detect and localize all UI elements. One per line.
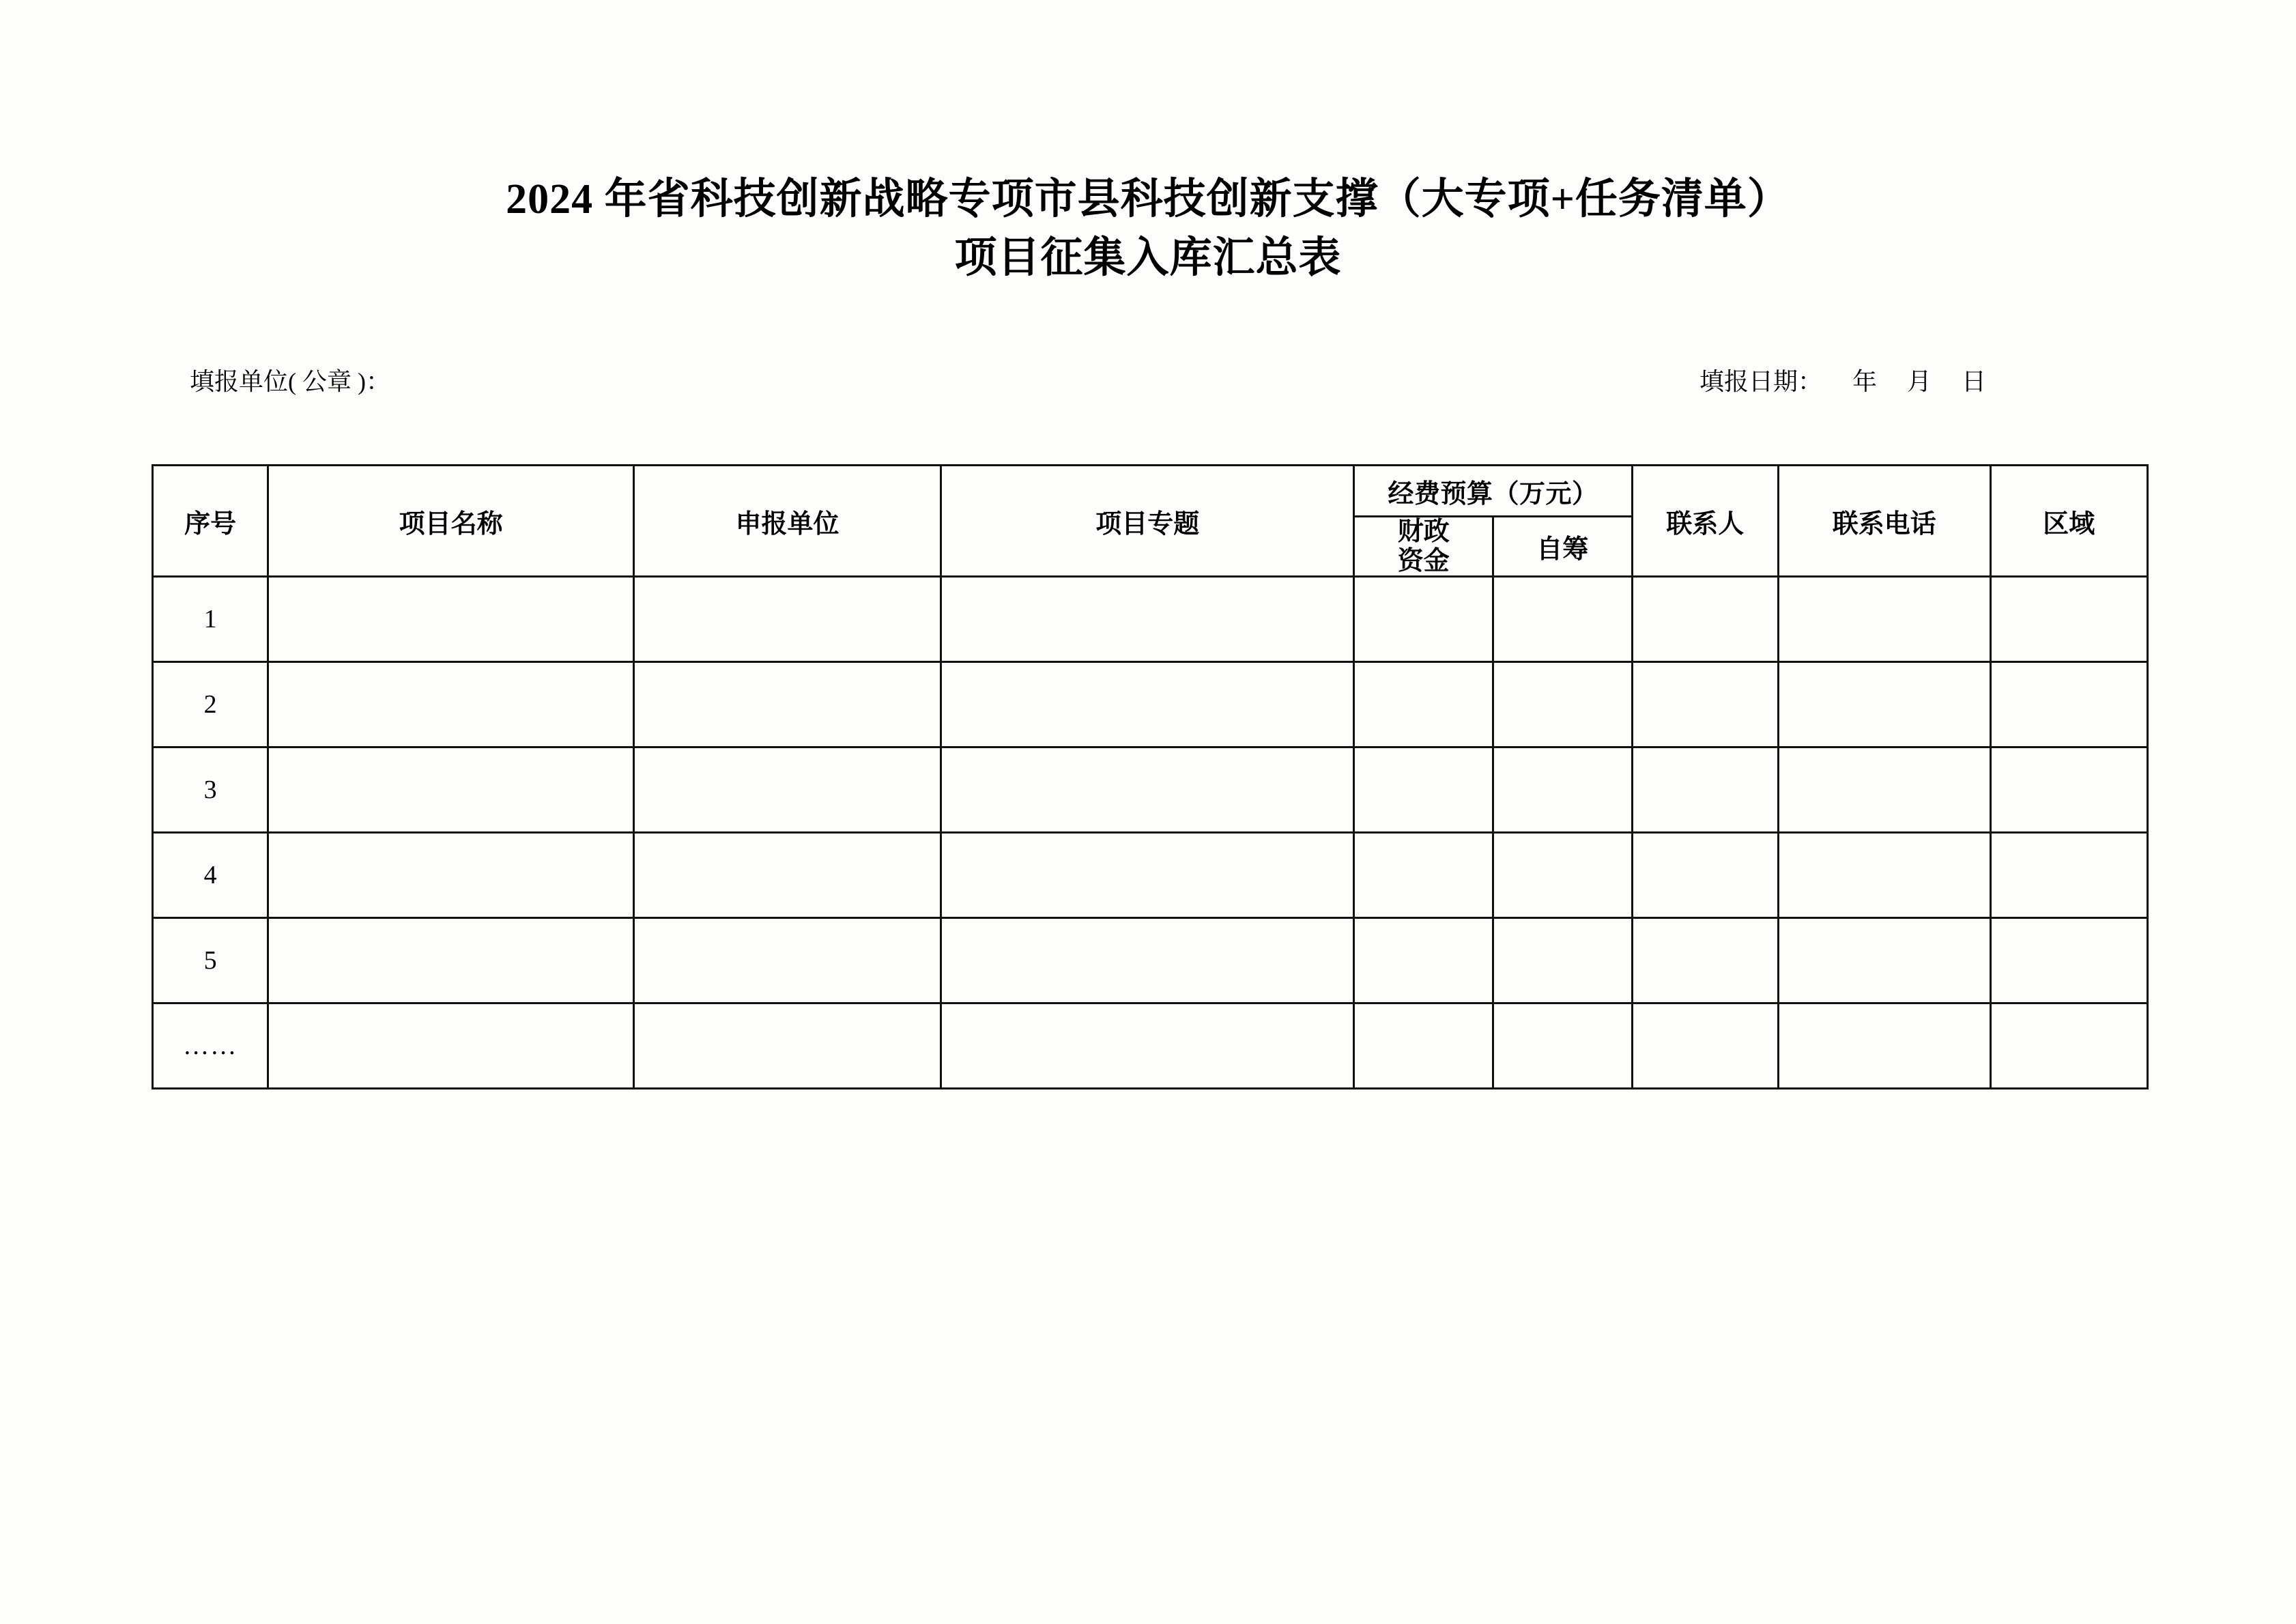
cell-area[interactable] bbox=[1990, 1003, 2147, 1089]
cell-budget-fiscal[interactable] bbox=[1354, 577, 1493, 662]
cell-project-name[interactable] bbox=[268, 918, 634, 1003]
table-row[interactable] bbox=[153, 577, 2148, 662]
cell-apply-unit[interactable] bbox=[634, 577, 941, 662]
cell-budget-self[interactable] bbox=[1493, 1003, 1632, 1089]
cell-project-name[interactable] bbox=[268, 662, 634, 747]
cell-seq: 5 bbox=[153, 918, 268, 1003]
date-year-label: 年 bbox=[1852, 368, 1878, 396]
table-row[interactable] bbox=[153, 1003, 2148, 1089]
cell-budget-self[interactable] bbox=[1493, 577, 1632, 662]
cell-contact-person[interactable] bbox=[1632, 577, 1778, 662]
column-header-budget-self: 自筹 bbox=[1493, 517, 1632, 577]
cell-project-name[interactable] bbox=[268, 833, 634, 918]
cell-area[interactable] bbox=[1990, 662, 2147, 747]
table-row[interactable] bbox=[153, 833, 2148, 918]
column-header-contact-person: 联系人 bbox=[1632, 466, 1778, 577]
cell-area[interactable] bbox=[1990, 577, 2147, 662]
cell-project-topic[interactable] bbox=[941, 833, 1354, 918]
page-title-line-1: 2024 年省科技创新战略专项市县科技创新支撑（大专项+任务清单） bbox=[506, 176, 1790, 223]
cell-contact-phone[interactable] bbox=[1778, 662, 1990, 747]
cell-project-topic[interactable] bbox=[941, 747, 1354, 833]
fill-date-group bbox=[1699, 362, 1986, 397]
cell-contact-person[interactable] bbox=[1632, 833, 1778, 918]
table-row[interactable] bbox=[153, 747, 2148, 833]
cell-seq: 2 bbox=[153, 662, 268, 747]
form-meta-row bbox=[0, 362, 2296, 403]
cell-contact-phone[interactable] bbox=[1778, 1003, 1990, 1089]
cell-project-name[interactable] bbox=[268, 1003, 634, 1089]
page-title-line-2: 项目征集入库汇总表 bbox=[954, 234, 1342, 281]
cell-contact-phone[interactable] bbox=[1778, 833, 1990, 918]
cell-apply-unit[interactable] bbox=[634, 1003, 941, 1089]
cell-budget-self[interactable] bbox=[1493, 918, 1632, 1003]
cell-apply-unit[interactable] bbox=[634, 918, 941, 1003]
cell-contact-person[interactable] bbox=[1632, 1003, 1778, 1089]
cell-budget-fiscal[interactable] bbox=[1354, 662, 1493, 747]
cell-apply-unit[interactable] bbox=[634, 833, 941, 918]
column-header-contact-phone: 联系电话 bbox=[1778, 466, 1990, 577]
cell-budget-self[interactable] bbox=[1493, 833, 1632, 918]
cell-project-topic[interactable] bbox=[941, 918, 1354, 1003]
cell-contact-person[interactable] bbox=[1632, 662, 1778, 747]
column-header-seq: 序号 bbox=[153, 466, 268, 577]
cell-apply-unit[interactable] bbox=[634, 662, 941, 747]
date-month-label: 月 bbox=[1907, 368, 1932, 396]
cell-contact-phone[interactable] bbox=[1778, 577, 1990, 662]
cell-project-name[interactable] bbox=[268, 747, 634, 833]
column-header-area: 区域 bbox=[1990, 466, 2147, 577]
column-header-apply-unit: 申报单位 bbox=[634, 466, 941, 577]
cell-budget-self[interactable] bbox=[1493, 662, 1632, 747]
cell-contact-phone[interactable] bbox=[1778, 747, 1990, 833]
cell-budget-self[interactable] bbox=[1493, 747, 1632, 833]
date-day-label: 日 bbox=[1962, 368, 1987, 396]
cell-budget-fiscal[interactable] bbox=[1354, 833, 1493, 918]
cell-apply-unit[interactable] bbox=[634, 747, 941, 833]
cell-seq: 1 bbox=[153, 577, 268, 662]
column-header-project-topic: 项目专题 bbox=[941, 466, 1354, 577]
cell-budget-fiscal[interactable] bbox=[1354, 918, 1493, 1003]
cell-contact-phone[interactable] bbox=[1778, 918, 1990, 1003]
fill-date-label: 填报日期： bbox=[1699, 368, 1823, 396]
budget-fiscal-line-2: 资金 bbox=[1397, 546, 1450, 575]
table-row[interactable] bbox=[153, 662, 2148, 747]
cell-area[interactable] bbox=[1990, 833, 2147, 918]
cell-budget-fiscal[interactable] bbox=[1354, 1003, 1493, 1089]
cell-contact-person[interactable] bbox=[1632, 918, 1778, 1003]
cell-seq: 4 bbox=[153, 833, 268, 918]
cell-project-topic[interactable] bbox=[941, 577, 1354, 662]
column-header-budget-fiscal bbox=[1354, 517, 1493, 577]
fill-unit-label: 填报单位( 公章 )： bbox=[190, 368, 390, 396]
table-row[interactable] bbox=[153, 918, 2148, 1003]
column-header-project-name: 项目名称 bbox=[268, 466, 634, 577]
cell-project-topic[interactable] bbox=[941, 662, 1354, 747]
cell-seq: …… bbox=[153, 1003, 268, 1089]
cell-seq: 3 bbox=[153, 747, 268, 833]
cell-contact-person[interactable] bbox=[1632, 747, 1778, 833]
cell-budget-fiscal[interactable] bbox=[1354, 747, 1493, 833]
cell-project-name[interactable] bbox=[268, 577, 634, 662]
cell-area[interactable] bbox=[1990, 747, 2147, 833]
column-header-budget-group: 经费预算（万元） bbox=[1354, 466, 1632, 517]
cell-project-topic[interactable] bbox=[941, 1003, 1354, 1089]
cell-area[interactable] bbox=[1990, 918, 2147, 1003]
page-title bbox=[0, 171, 2296, 287]
budget-fiscal-line-1: 财政 bbox=[1397, 517, 1450, 546]
table-header-row-main bbox=[153, 466, 2148, 517]
project-summary-table bbox=[152, 464, 2149, 1089]
